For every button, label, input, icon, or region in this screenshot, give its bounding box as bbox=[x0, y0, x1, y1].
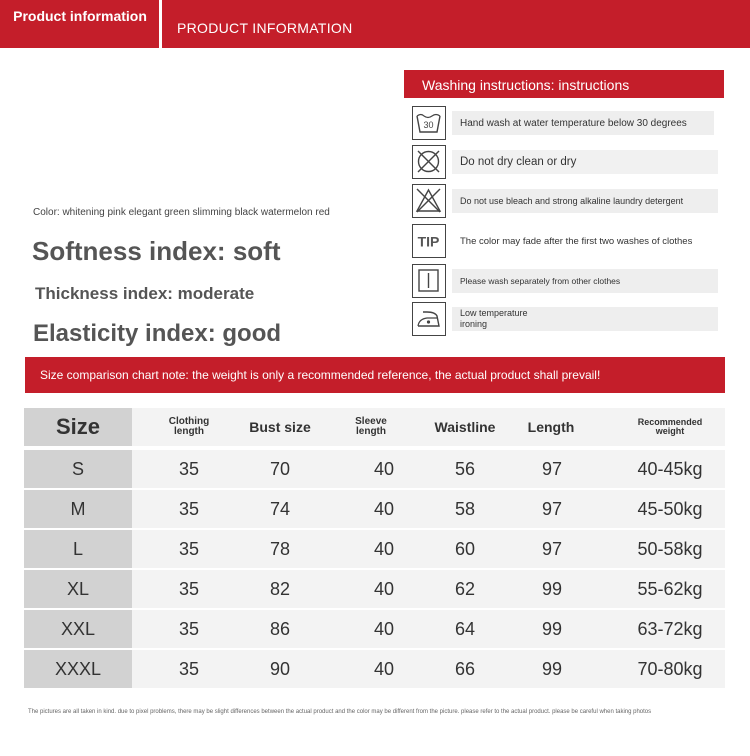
cell-length: 99 bbox=[541, 658, 563, 679]
wash-item-hand-wash bbox=[412, 106, 732, 140]
hand-wash-30-icon bbox=[412, 106, 446, 140]
product-information-tab-label: Product information bbox=[13, 8, 147, 24]
header-sleeve-length: Sleeve length bbox=[355, 416, 387, 437]
no-bleach-icon bbox=[412, 184, 446, 218]
cell-clothing-length: 35 bbox=[178, 658, 200, 679]
cell-bust-size: 70 bbox=[269, 458, 291, 479]
svg-text:TIP: TIP bbox=[417, 233, 440, 250]
cell-length: 97 bbox=[541, 498, 563, 519]
size-table-row bbox=[24, 610, 725, 648]
wash-separately-icon bbox=[412, 264, 446, 298]
wash-item-no-dry-clean bbox=[412, 145, 732, 179]
cell-clothing-length: 35 bbox=[178, 458, 200, 479]
cell-length: 97 bbox=[541, 538, 563, 559]
cell-size: S bbox=[71, 458, 84, 479]
cell-recommended-weight: 70-80kg bbox=[637, 658, 703, 679]
cell-clothing-length: 35 bbox=[178, 618, 200, 639]
cell-waistline: 60 bbox=[454, 538, 476, 559]
cell-waistline: 56 bbox=[454, 458, 476, 479]
size-table-row bbox=[24, 650, 725, 688]
cell-clothing-length: 35 bbox=[178, 538, 200, 559]
softness-index: Softness index: soft bbox=[32, 236, 281, 266]
washing-instructions-title: Washing instructions: instructions bbox=[422, 77, 630, 93]
cell-sleeve-length: 40 bbox=[373, 578, 395, 599]
header-recommended-weight: Recommended weight bbox=[637, 417, 703, 436]
cell-clothing-length: 35 bbox=[178, 578, 200, 599]
cell-sleeve-length: 40 bbox=[373, 538, 395, 559]
header-bust-size: Bust size bbox=[249, 419, 311, 435]
cell-sleeve-length: 40 bbox=[373, 458, 395, 479]
wash-item-separately bbox=[412, 264, 732, 298]
cell-length: 97 bbox=[541, 458, 563, 479]
cell-sleeve-length: 40 bbox=[373, 658, 395, 679]
cell-sleeve-length: 40 bbox=[373, 618, 395, 639]
cell-bust-size: 90 bbox=[269, 658, 291, 679]
header-waistline: Waistline bbox=[434, 419, 496, 435]
cell-sleeve-length: 40 bbox=[373, 498, 395, 519]
no-dry-clean-icon bbox=[412, 145, 446, 179]
thickness-index: Thickness index: moderate bbox=[35, 284, 255, 303]
header-length: Length bbox=[527, 419, 575, 435]
cell-size: XXL bbox=[60, 618, 96, 639]
wash-item-text: Do not use bleach and strong alkaline laundry detergent bbox=[452, 189, 718, 213]
size-table-row bbox=[24, 530, 725, 568]
cell-size: L bbox=[72, 538, 83, 559]
product-information-tab[interactable] bbox=[0, 0, 162, 48]
elasticity-index: Elasticity index: good bbox=[33, 320, 282, 347]
cell-bust-size: 74 bbox=[269, 498, 291, 519]
wash-item-text: Hand wash at water temperature below 30 degrees bbox=[452, 111, 714, 135]
size-table-row bbox=[24, 450, 725, 488]
header-size: Size bbox=[55, 414, 101, 439]
size-chart-note-bar bbox=[25, 357, 725, 393]
size-table-header-row bbox=[24, 408, 725, 446]
size-table-row bbox=[24, 490, 725, 528]
wash-item-text: Do not dry clean or dry bbox=[452, 150, 718, 174]
wash-item-tip bbox=[412, 224, 732, 258]
cell-bust-size: 86 bbox=[269, 618, 291, 639]
cell-length: 99 bbox=[541, 578, 563, 599]
cell-clothing-length: 35 bbox=[178, 498, 200, 519]
wash-item-text: Low temperature ironing bbox=[452, 307, 718, 331]
cell-recommended-weight: 45-50kg bbox=[637, 498, 703, 519]
header-clothing-length: Clothing length bbox=[168, 416, 210, 437]
cell-bust-size: 78 bbox=[269, 538, 291, 559]
header-title: PRODUCT INFORMATION bbox=[177, 20, 353, 36]
cell-waistline: 58 bbox=[454, 498, 476, 519]
wash-item-iron bbox=[412, 302, 732, 336]
cell-size: XXXL bbox=[54, 658, 102, 679]
size-chart-note-text: Size comparison chart note: the weight is only a recommended reference, the actual product shall prevail! bbox=[40, 368, 601, 382]
low-temp-iron-icon bbox=[412, 302, 446, 336]
wash-item-text: Please wash separately from other clothes bbox=[452, 269, 718, 293]
cell-recommended-weight: 50-58kg bbox=[637, 538, 703, 559]
cell-waistline: 62 bbox=[454, 578, 476, 599]
tip-icon bbox=[412, 224, 446, 258]
header-bar bbox=[0, 0, 750, 48]
cell-recommended-weight: 63-72kg bbox=[637, 618, 703, 639]
cell-size: XL bbox=[66, 578, 90, 599]
color-options-text: Color: whitening pink elegant green slimming black watermelon red bbox=[33, 207, 330, 218]
washing-instructions-header bbox=[404, 70, 724, 98]
wash-item-no-bleach bbox=[412, 184, 732, 218]
cell-waistline: 64 bbox=[454, 618, 476, 639]
svg-text:30: 30 bbox=[423, 120, 434, 130]
size-table-row bbox=[24, 570, 725, 608]
disclaimer-footer: The pictures are all taken in kind. due to pixel problems, there may be slight differences between the actual product and the color may be different from the picture. please refer to the actual product. please be careful when taking photos bbox=[28, 709, 652, 715]
wash-item-text: The color may fade after the first two washes of clothes bbox=[452, 229, 732, 253]
cell-bust-size: 82 bbox=[269, 578, 291, 599]
cell-size: M bbox=[70, 498, 86, 519]
cell-waistline: 66 bbox=[454, 658, 476, 679]
cell-recommended-weight: 40-45kg bbox=[637, 458, 703, 479]
cell-recommended-weight: 55-62kg bbox=[637, 578, 703, 599]
cell-length: 99 bbox=[541, 618, 563, 639]
